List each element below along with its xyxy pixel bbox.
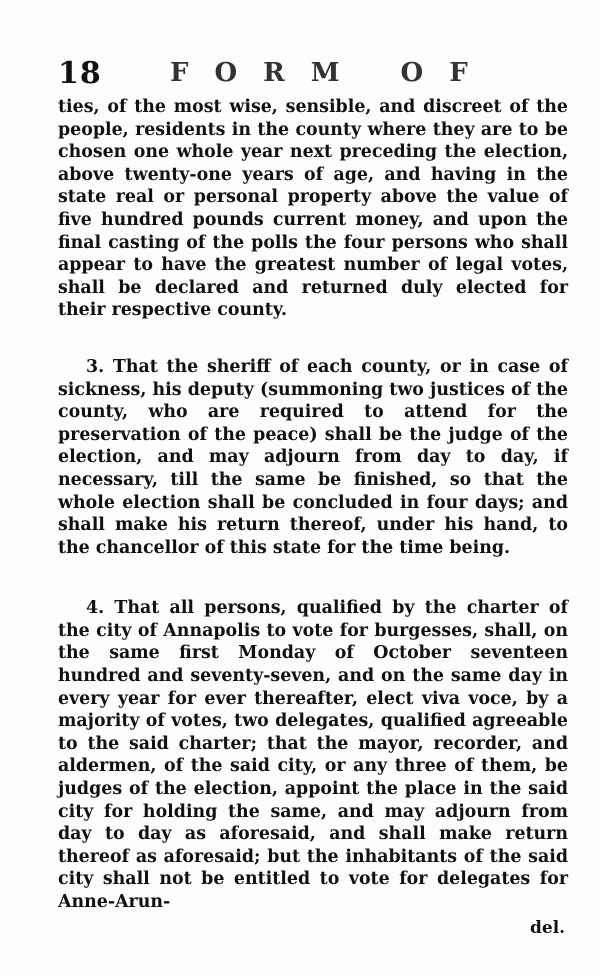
paragraph-section-3: 3. That the sheriff of each county, or in case of sickness, his deputy (summoning two justices of the county, who are required to attend for the preservation of the peace) shall be the judge of the election, and may adjourn from day to day, if necessary, till the same be finished, so that the whole election shall be concluded in four days; and shall make his return thereof, under his hand, to the chancellor of this state for the time being. [58, 356, 568, 558]
running-head: FORM OF [170, 58, 494, 88]
body-text [58, 96, 568, 914]
paragraph-section-4: 4. That all persons, qualified by the charter of the city of Annapolis to vote for burgesses, shall, on the same first Monday of October seventeen hundred and seventy-seven, and on the same day in every year for ever thereafter, elect viva voce, by a majority of votes, two delegates, qualified agreeable to the said charter; that the mayor, recorder, and aldermen, of the said city, or any three of them, be judges of the election, appoint the place in the said city for holding the same, and may adjourn from day to day as aforesaid, and shall make return thereof as aforesaid; but the inhabitants of the said city shall not be entitled to vote for delegates for Anne-Arun- [58, 598, 568, 912]
page-header [58, 54, 578, 94]
page-number: 18 [58, 56, 102, 91]
catchword: del. [530, 918, 566, 938]
paragraph-continued: ties, of the most wise, sensible, and discreet of the people, residents in the county where they are to be chosen one whole year next preceding the election, above twenty-one years of age, and having in the state real or personal property above the value of five hundred pounds current money, and upon the final casting of the polls the four persons who shall appear to have the greatest number of legal votes, shall be declared and returned duly elected for their respective county. [58, 97, 568, 321]
